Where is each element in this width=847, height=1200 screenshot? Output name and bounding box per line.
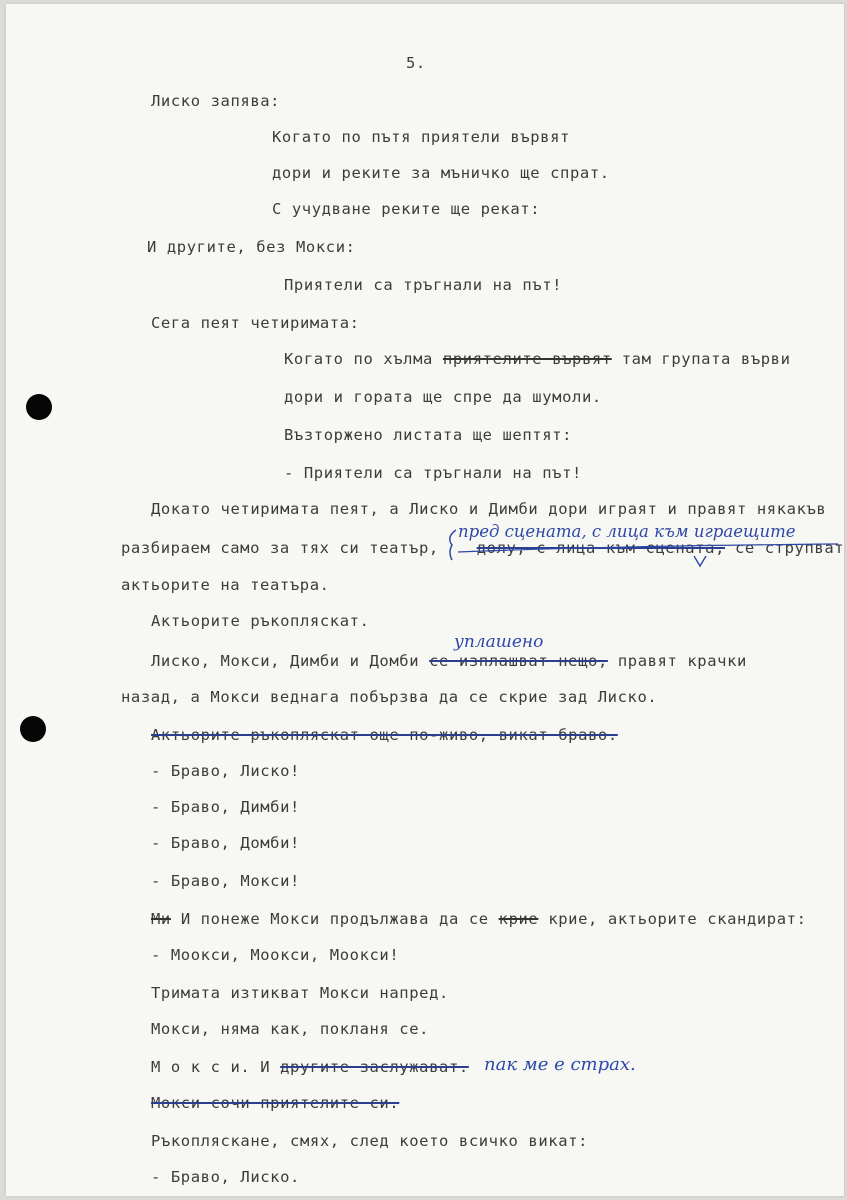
- page-number: 5.: [406, 54, 426, 72]
- text-line: Сега пеят четиримата:: [151, 314, 360, 332]
- text-line: С учудване реките ще рекат:: [272, 200, 541, 218]
- text-line: актьорите на театъра.: [121, 576, 330, 594]
- text-segment: Когато по хълма: [284, 350, 433, 368]
- text-segment: разбираем само за тях си театър,: [121, 539, 439, 557]
- text-line: - Браво, Домби!: [151, 834, 300, 852]
- text-line: Лиско запява:: [151, 92, 281, 110]
- text-line: - Моокси, Моокси, Моокси!: [151, 946, 400, 964]
- struck-text: Мокси сочи приятелите си.: [151, 1094, 400, 1112]
- text-line: Ръкопляскане, смях, след което всичко викат:: [151, 1132, 588, 1150]
- handwritten-insertion: пак ме е страх.: [484, 1054, 636, 1075]
- document-page: [6, 4, 844, 1196]
- text-line: Актьорите ръкопляскат.: [151, 612, 370, 630]
- text-line: Приятели са тръгнали на път!: [284, 276, 563, 294]
- handwritten-marks: [6, 4, 844, 1196]
- text-line: Възторжено листата ще шептят:: [284, 426, 573, 444]
- text-line: назад, а Мокси веднага побързва да се скрие зад Лиско.: [121, 688, 658, 706]
- text-line: дори и реките за мъничко ще спрат.: [272, 164, 610, 182]
- text-line: Когато по пътя приятели вървят: [272, 128, 570, 146]
- text-segment: се струпват: [734, 539, 844, 557]
- text-segment: крие, актьорите скандират:: [548, 910, 807, 928]
- insertion-caret-mark: [694, 556, 706, 566]
- text-line: - Браво, Димби!: [151, 798, 300, 816]
- handwritten-insertion: уплашено: [454, 632, 544, 652]
- text-line: - Браво, Лиско!: [151, 762, 300, 780]
- struck-text: другите заслужават.: [280, 1058, 469, 1076]
- text-line: И другите, без Мокси:: [147, 238, 356, 256]
- struck-typed-text: приятелите вървят: [442, 350, 612, 368]
- insertion-bracket-mark: [450, 530, 456, 560]
- text-segment: там групата върви: [621, 350, 791, 368]
- text-segment: М о к с и. И: [151, 1058, 271, 1076]
- handwritten-insertion: пред сцената, с лица към играещите: [458, 522, 796, 541]
- struck-text: се изплашват нещо,: [429, 652, 608, 670]
- struck-text: долу, с лица към сцената,: [476, 539, 725, 557]
- text-line: Тримата изтикват Мокси напред.: [151, 984, 449, 1002]
- text-line: - Браво, Лиско.: [151, 1168, 300, 1186]
- struck-typed-text: Ми: [151, 910, 171, 928]
- insertion-guide-line: [458, 544, 838, 552]
- text-segment: И понеже Мокси продължава да се: [180, 910, 489, 928]
- text-line: Докато четиримата пеят, а Лиско и Димби дори играят и правят някакъв: [151, 500, 827, 518]
- struck-typed-text: крие: [498, 910, 539, 928]
- text-line: Мокси, няма как, покланя се.: [151, 1020, 430, 1038]
- text-line: - Приятели са тръгнали на път!: [284, 464, 582, 482]
- text-line: дори и гората ще спре да шумоли.: [284, 388, 602, 406]
- text-line: - Браво, Мокси!: [151, 872, 300, 890]
- text-segment: Лиско, Мокси, Димби и Домби: [151, 652, 420, 670]
- text-segment: правят крачки: [617, 652, 747, 670]
- struck-text: Актьорите ръкопляскат още по-живо, викат браво.: [151, 726, 618, 744]
